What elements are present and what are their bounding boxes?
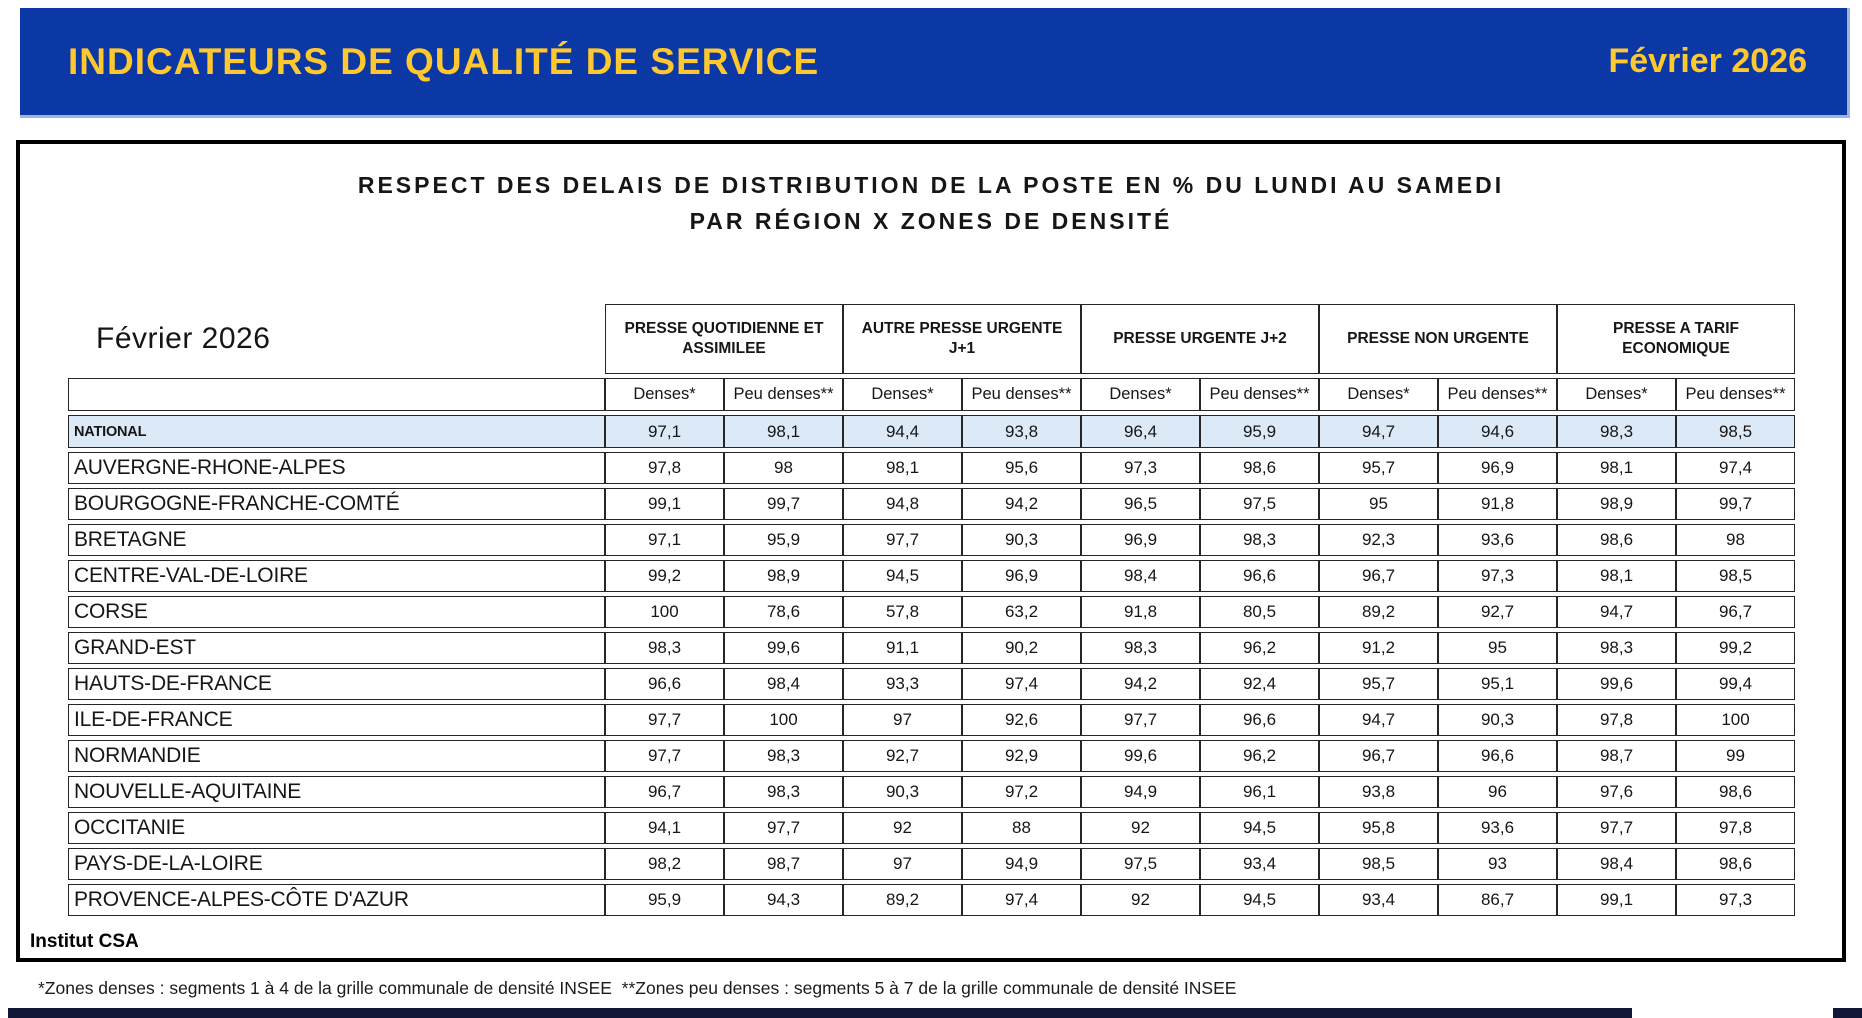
- value-cell: 94,2: [1081, 668, 1200, 700]
- value-cell: 89,2: [1319, 596, 1438, 628]
- value-cell: 92: [1081, 884, 1200, 916]
- value-cell: 100: [605, 596, 724, 628]
- value-cell: 94,8: [843, 488, 962, 520]
- value-cell: 99,1: [1557, 884, 1676, 916]
- footnote: *Zones denses : segments 1 à 4 de la grille communale de densité INSEE **Zones peu denses : segments 5 à 7 de la grille communale de densité INSEE: [38, 978, 1237, 998]
- table-row: [68, 704, 1795, 736]
- value-cell: 98,9: [724, 560, 843, 592]
- value-cell: 97,7: [724, 812, 843, 844]
- value-cell: 98,5: [1676, 560, 1795, 592]
- table-row: [68, 884, 1795, 916]
- region-label: PROVENCE-ALPES-CÔTE D'AZUR: [68, 884, 605, 916]
- region-label: OCCITANIE: [68, 812, 605, 844]
- table-row: [68, 740, 1795, 772]
- value-cell: 97,6: [1557, 776, 1676, 808]
- table-row: [68, 848, 1795, 880]
- value-cell: 98,3: [1557, 632, 1676, 664]
- value-cell: 94,5: [1200, 884, 1319, 916]
- value-cell: 97,8: [1676, 812, 1795, 844]
- value-cell: 94,1: [605, 812, 724, 844]
- value-cell: 92,7: [1438, 596, 1557, 628]
- value-cell: 94,7: [1319, 415, 1438, 448]
- value-cell: 97,7: [843, 524, 962, 556]
- density-subheader-4: Peu denses**: [962, 378, 1081, 411]
- value-cell: 96,6: [1200, 704, 1319, 736]
- column-group-header-2: AUTRE PRESSE URGENTE J+1: [843, 304, 1081, 374]
- value-cell: 93,4: [1200, 848, 1319, 880]
- value-cell: 94,9: [962, 848, 1081, 880]
- value-cell: 96,9: [1081, 524, 1200, 556]
- column-group-header-1: PRESSE QUOTIDIENNE ET ASSIMILEE: [605, 304, 843, 374]
- value-cell: 90,3: [843, 776, 962, 808]
- value-cell: 98,1: [843, 452, 962, 484]
- table-container: [68, 300, 1795, 920]
- value-cell: 95,9: [1200, 415, 1319, 448]
- value-cell: 92: [843, 812, 962, 844]
- value-cell: 97: [843, 848, 962, 880]
- value-cell: 98,4: [1081, 560, 1200, 592]
- value-cell: 94,3: [724, 884, 843, 916]
- density-subheader-3: Denses*: [843, 378, 962, 411]
- value-cell: 93,3: [843, 668, 962, 700]
- column-group-header-4: PRESSE NON URGENTE: [1319, 304, 1557, 374]
- value-cell: 97,4: [1676, 452, 1795, 484]
- value-cell: 98,5: [1319, 848, 1438, 880]
- page-title: INDICATEURS DE QUALITÉ DE SERVICE: [68, 40, 820, 82]
- value-cell: 92,4: [1200, 668, 1319, 700]
- value-cell: 98: [724, 452, 843, 484]
- region-label: CENTRE-VAL-DE-LOIRE: [68, 560, 605, 592]
- value-cell: 97,4: [962, 668, 1081, 700]
- report-frame: [16, 140, 1846, 962]
- value-cell: 97: [843, 704, 962, 736]
- table-row: [68, 452, 1795, 484]
- value-cell: 98,1: [724, 415, 843, 448]
- density-subheader-5: Denses*: [1081, 378, 1200, 411]
- value-cell: 99,6: [1557, 668, 1676, 700]
- value-cell: 97,5: [1081, 848, 1200, 880]
- value-cell: 93,6: [1438, 524, 1557, 556]
- value-cell: 98,6: [1557, 524, 1676, 556]
- value-cell: 63,2: [962, 596, 1081, 628]
- value-cell: 98,7: [724, 848, 843, 880]
- value-cell: 96,6: [605, 668, 724, 700]
- value-cell: 78,6: [724, 596, 843, 628]
- value-cell: 98,3: [724, 776, 843, 808]
- table-row: [68, 668, 1795, 700]
- value-cell: 98,6: [1200, 452, 1319, 484]
- value-cell: 89,2: [843, 884, 962, 916]
- value-cell: 99,7: [724, 488, 843, 520]
- value-cell: 96,7: [1319, 560, 1438, 592]
- value-cell: 95,9: [724, 524, 843, 556]
- density-subheader-6: Peu denses**: [1200, 378, 1319, 411]
- value-cell: 96,2: [1200, 632, 1319, 664]
- value-cell: 98,2: [605, 848, 724, 880]
- value-cell: 92,7: [843, 740, 962, 772]
- value-cell: 98,3: [605, 632, 724, 664]
- value-cell: 96,9: [962, 560, 1081, 592]
- value-cell: 94,5: [1200, 812, 1319, 844]
- value-cell: 97,8: [1557, 704, 1676, 736]
- header-banner: [20, 8, 1850, 118]
- value-cell: 86,7: [1438, 884, 1557, 916]
- value-cell: 92,6: [962, 704, 1081, 736]
- national-label: NATIONAL: [68, 415, 605, 448]
- value-cell: 99,6: [724, 632, 843, 664]
- value-cell: 94,5: [843, 560, 962, 592]
- density-subheader-8: Peu denses**: [1438, 378, 1557, 411]
- region-label: HAUTS-DE-FRANCE: [68, 668, 605, 700]
- value-cell: 98,6: [1676, 776, 1795, 808]
- value-cell: 94,9: [1081, 776, 1200, 808]
- region-label: NOUVELLE-AQUITAINE: [68, 776, 605, 808]
- value-cell: 90,3: [962, 524, 1081, 556]
- value-cell: 97,1: [605, 415, 724, 448]
- value-cell: 97,5: [1200, 488, 1319, 520]
- value-cell: 98,3: [1081, 632, 1200, 664]
- value-cell: 97,7: [605, 740, 724, 772]
- value-cell: 94,4: [843, 415, 962, 448]
- value-cell: 88: [962, 812, 1081, 844]
- value-cell: 98,4: [724, 668, 843, 700]
- value-cell: 93: [1438, 848, 1557, 880]
- value-cell: 100: [724, 704, 843, 736]
- value-cell: 93,4: [1319, 884, 1438, 916]
- value-cell: 98,3: [724, 740, 843, 772]
- table-row: [68, 632, 1795, 664]
- table-row: [68, 596, 1795, 628]
- value-cell: 90,3: [1438, 704, 1557, 736]
- value-cell: 99,7: [1676, 488, 1795, 520]
- column-group-header-5: PRESSE A TARIF ECONOMIQUE: [1557, 304, 1795, 374]
- value-cell: 91,1: [843, 632, 962, 664]
- value-cell: 99,2: [1676, 632, 1795, 664]
- density-subheader-10: Peu denses**: [1676, 378, 1795, 411]
- value-cell: 99,6: [1081, 740, 1200, 772]
- value-cell: 96,7: [605, 776, 724, 808]
- value-cell: 98,9: [1557, 488, 1676, 520]
- value-cell: 99,4: [1676, 668, 1795, 700]
- value-cell: 93,8: [1319, 776, 1438, 808]
- value-cell: 98,1: [1557, 560, 1676, 592]
- value-cell: 96,7: [1319, 740, 1438, 772]
- report-title-line2: PAR RÉGION X ZONES DE DENSITÉ: [689, 207, 1173, 234]
- value-cell: 97,7: [1557, 812, 1676, 844]
- value-cell: 95,1: [1438, 668, 1557, 700]
- value-cell: 98,6: [1676, 848, 1795, 880]
- value-cell: 96,2: [1200, 740, 1319, 772]
- value-cell: 95,9: [605, 884, 724, 916]
- value-cell: 93,6: [1438, 812, 1557, 844]
- value-cell: 90,2: [962, 632, 1081, 664]
- value-cell: 95,6: [962, 452, 1081, 484]
- bottom-rule-fragment: [1833, 1008, 1862, 1018]
- value-cell: 92,9: [962, 740, 1081, 772]
- table-row: [68, 776, 1795, 808]
- density-subheader-1: Denses*: [605, 378, 724, 411]
- table-row: [68, 488, 1795, 520]
- value-cell: 98,3: [1557, 415, 1676, 448]
- corner-cell: [68, 378, 605, 411]
- report-title: [20, 168, 1842, 239]
- national-row: [68, 415, 1795, 448]
- density-subheader-7: Denses*: [1319, 378, 1438, 411]
- value-cell: 95,7: [1319, 668, 1438, 700]
- table-row: [68, 524, 1795, 556]
- column-group-header-3: PRESSE URGENTE J+2: [1081, 304, 1319, 374]
- source-label: Institut CSA: [30, 931, 139, 952]
- value-cell: 97,3: [1081, 452, 1200, 484]
- value-cell: 98,1: [1557, 452, 1676, 484]
- value-cell: 95,7: [1319, 452, 1438, 484]
- value-cell: 97,2: [962, 776, 1081, 808]
- value-cell: 93,8: [962, 415, 1081, 448]
- table-row: [68, 560, 1795, 592]
- value-cell: 98,7: [1557, 740, 1676, 772]
- value-cell: 96,4: [1081, 415, 1200, 448]
- value-cell: 97,1: [605, 524, 724, 556]
- value-cell: 98,5: [1676, 415, 1795, 448]
- region-label: NORMANDIE: [68, 740, 605, 772]
- value-cell: 94,2: [962, 488, 1081, 520]
- value-cell: 95: [1319, 488, 1438, 520]
- value-cell: 92,3: [1319, 524, 1438, 556]
- region-label: CORSE: [68, 596, 605, 628]
- value-cell: 95: [1438, 632, 1557, 664]
- density-subheader-2: Peu denses**: [724, 378, 843, 411]
- bottom-rule: [8, 1008, 1632, 1018]
- region-label: PAYS-DE-LA-LOIRE: [68, 848, 605, 880]
- value-cell: 92: [1081, 812, 1200, 844]
- region-label: BRETAGNE: [68, 524, 605, 556]
- region-label: ILE-DE-FRANCE: [68, 704, 605, 736]
- value-cell: 98,4: [1557, 848, 1676, 880]
- region-label: BOURGOGNE-FRANCHE-COMTÉ: [68, 488, 605, 520]
- value-cell: 97,7: [1081, 704, 1200, 736]
- region-label: AUVERGNE-RHONE-ALPES: [68, 452, 605, 484]
- value-cell: 94,6: [1438, 415, 1557, 448]
- table-period-label: Février 2026: [96, 322, 271, 355]
- value-cell: 91,8: [1081, 596, 1200, 628]
- value-cell: 96: [1438, 776, 1557, 808]
- region-label: GRAND-EST: [68, 632, 605, 664]
- density-subheader-9: Denses*: [1557, 378, 1676, 411]
- value-cell: 97,8: [605, 452, 724, 484]
- value-cell: 80,5: [1200, 596, 1319, 628]
- value-cell: 97,7: [605, 704, 724, 736]
- table-row: [68, 812, 1795, 844]
- value-cell: 99,1: [605, 488, 724, 520]
- value-cell: 97,4: [962, 884, 1081, 916]
- banner-period: Février 2026: [1608, 42, 1807, 80]
- value-cell: 98,3: [1200, 524, 1319, 556]
- value-cell: 98: [1676, 524, 1795, 556]
- value-cell: 96,6: [1438, 740, 1557, 772]
- value-cell: 57,8: [843, 596, 962, 628]
- value-cell: 94,7: [1319, 704, 1438, 736]
- value-cell: 96,5: [1081, 488, 1200, 520]
- value-cell: 94,7: [1557, 596, 1676, 628]
- value-cell: 96,9: [1438, 452, 1557, 484]
- value-cell: 99,2: [605, 560, 724, 592]
- value-cell: 91,2: [1319, 632, 1438, 664]
- report-title-line1: RESPECT DES DELAIS DE DISTRIBUTION DE LA POSTE EN % DU LUNDI AU SAMEDI: [357, 172, 1505, 198]
- value-cell: 100: [1676, 704, 1795, 736]
- value-cell: 99: [1676, 740, 1795, 772]
- value-cell: 96,7: [1676, 596, 1795, 628]
- value-cell: 96,1: [1200, 776, 1319, 808]
- value-cell: 96,6: [1200, 560, 1319, 592]
- value-cell: 97,3: [1676, 884, 1795, 916]
- value-cell: 91,8: [1438, 488, 1557, 520]
- qos-table: [68, 300, 1795, 920]
- value-cell: 95,8: [1319, 812, 1438, 844]
- value-cell: 97,3: [1438, 560, 1557, 592]
